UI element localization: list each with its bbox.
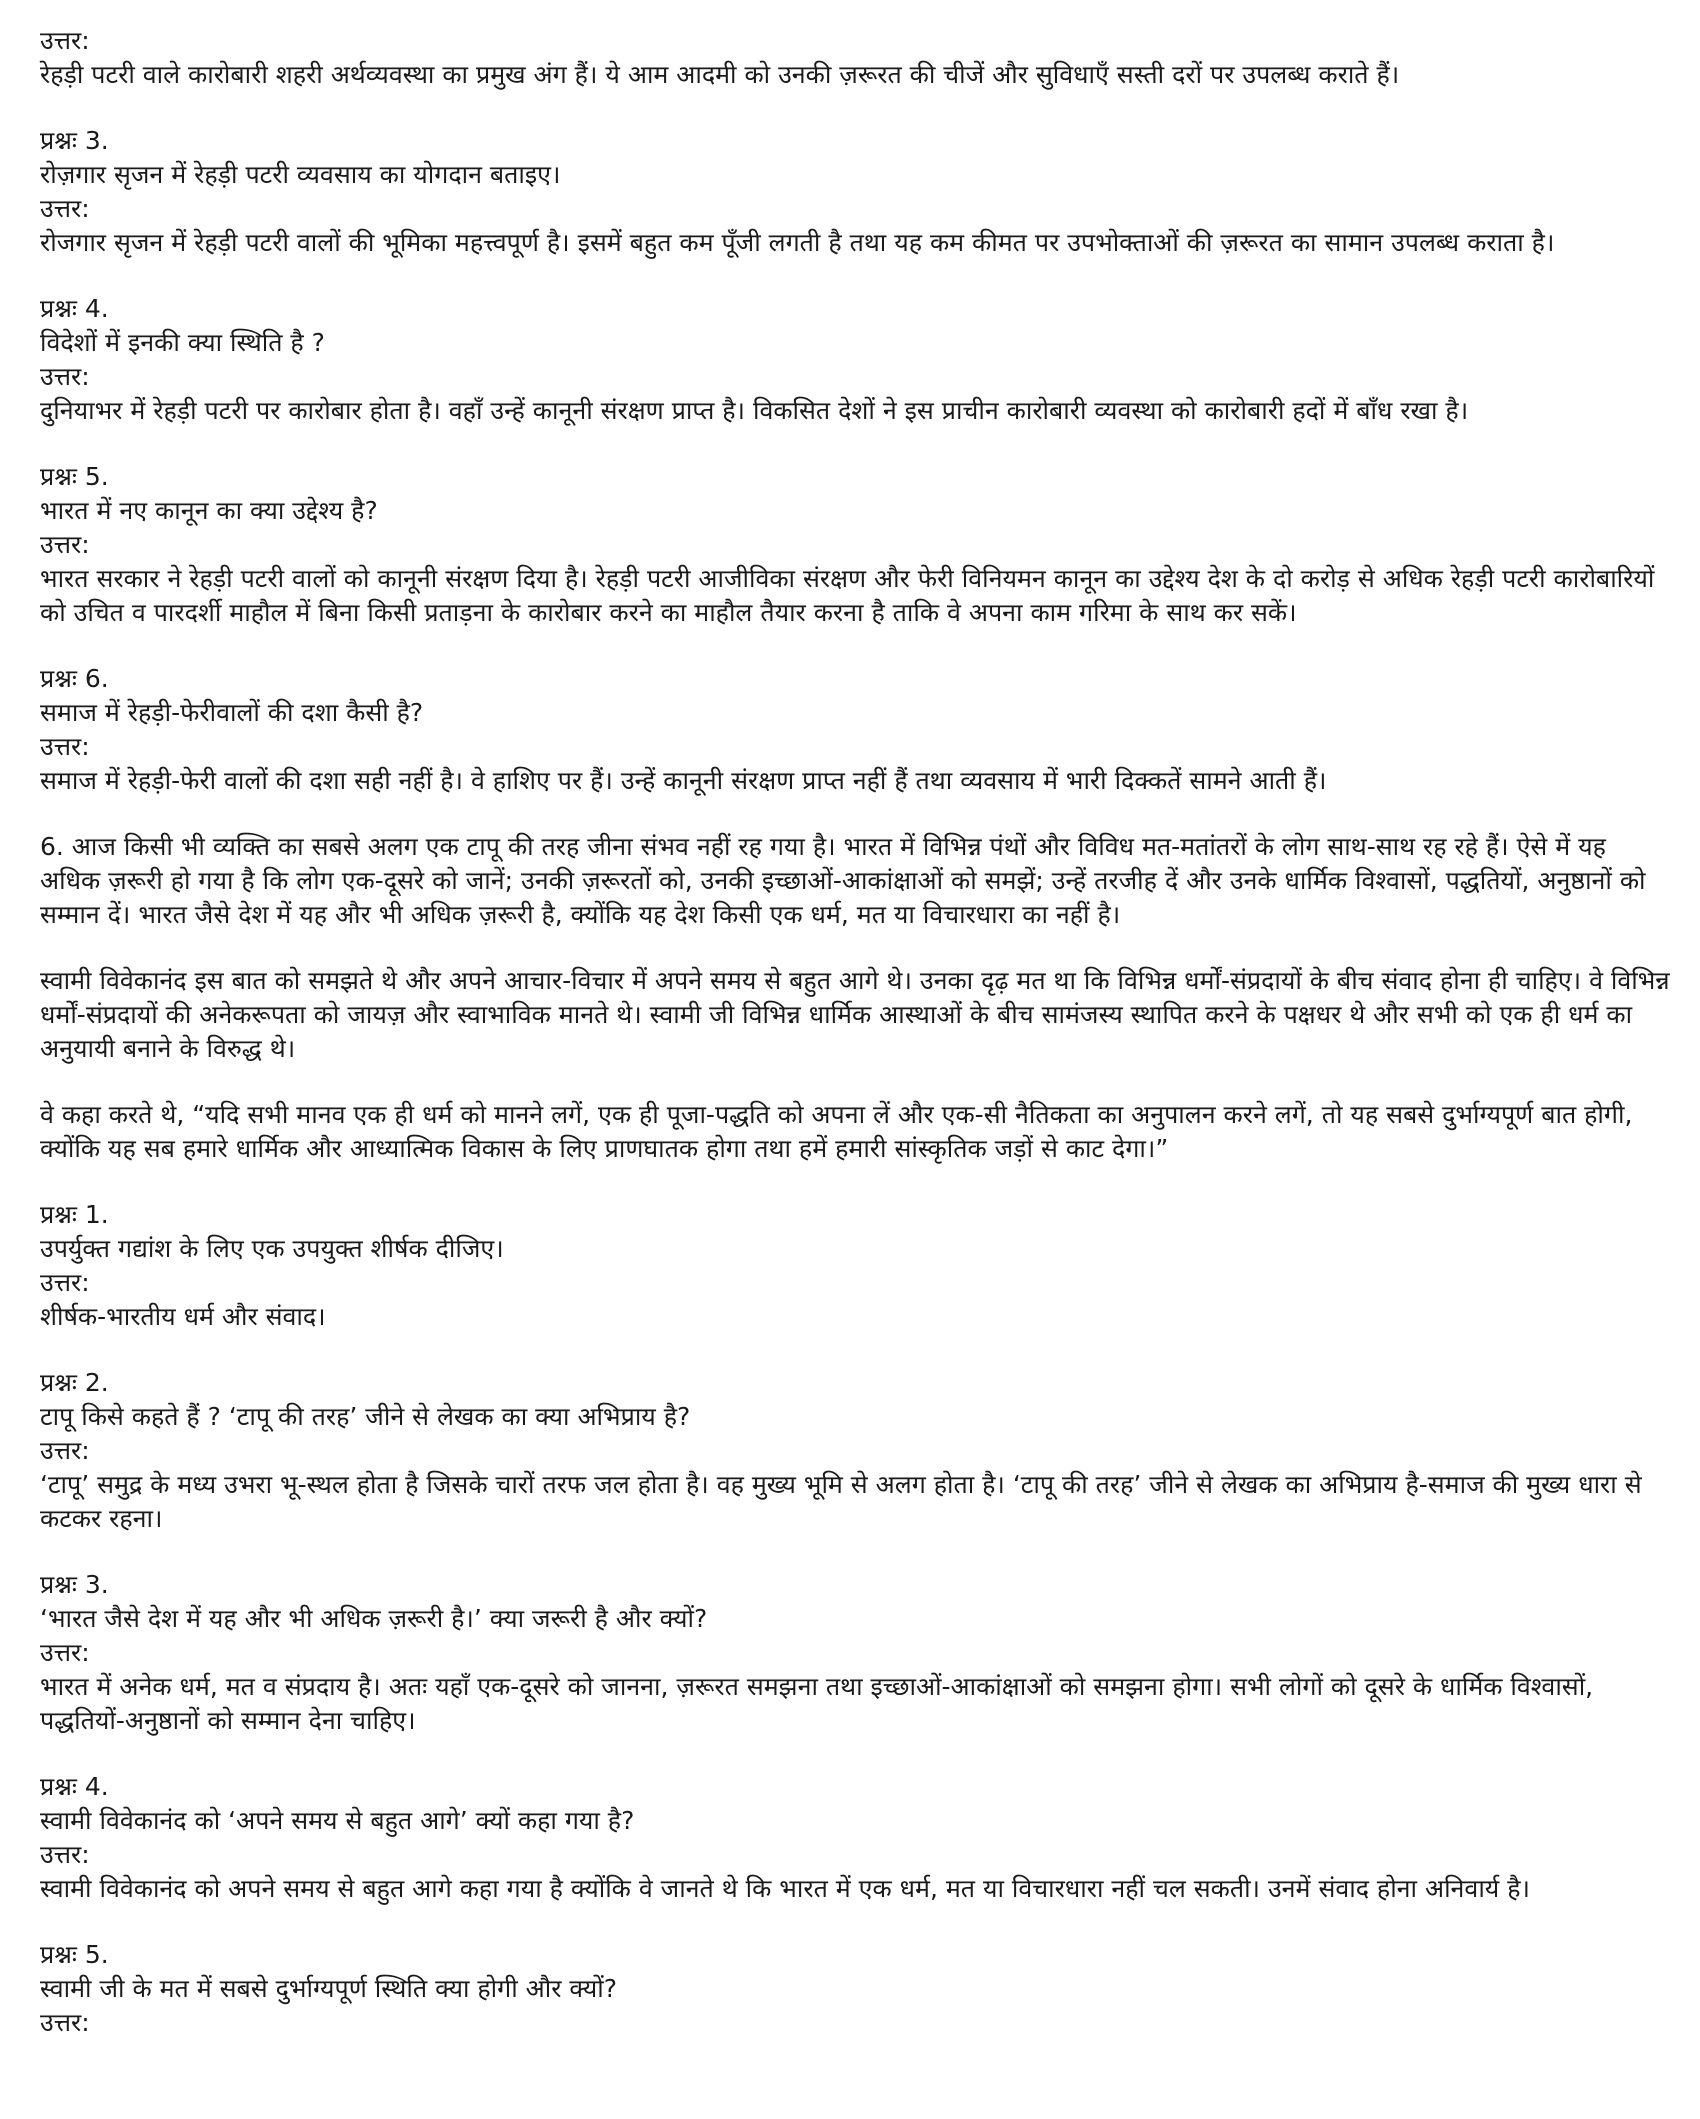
passage-paragraph: 6. आज किसी भी व्यक्ति का सबसे अलग एक टापू की तरह जीना संभव नहीं रह गया है। भारत में विभिन्न पंथों और विविध मत-मतांतरों के लोग साथ-साथ रह रहे हैं। ऐसे में यह अधिक ज़रूरी हो गया है कि लोग एक-दूसरे को जानें; उनकी ज़रूरतों को, उनकी इच्छाओं-आकांक्षाओं को समझें; उन्हें तरजीह दें और उनके धार्मिक विश्वासों, पद्धतियों, अनुष्ठानों को सम्मान दें। भारत जैसे देश में यह और भी अधिक ज़रूरी है, क्योंकि यह देश किसी एक धर्म, मत या विचारधारा का नहीं है।	[40, 832, 1646, 929]
answer-label: उत्तर:	[40, 362, 90, 391]
answer-label: उत्तर:	[40, 1638, 90, 1667]
document-page	[40, 24, 1670, 2072]
answer-label: उत्तर:	[40, 26, 90, 55]
answer-label: उत्तर:	[40, 1840, 90, 1869]
answer-text: भारत सरकार ने रेहड़ी पटरी वालों को कानूनी संरक्षण दिया है। रेहड़ी पटरी आजीविका संरक्षण और फेरी विनियमन कानून का उद्देश्य देश के दो करोड़ से अधिक रेहड़ी पटरी कारोबारियों को उचित व पारदर्शी माहौल में बिना किसी प्रताड़ना के कारोबार करने का माहौल तैयार करना है ताकि वे अपना काम गरिमा के साथ कर सकें।	[40, 564, 1655, 627]
qa-block	[40, 124, 1670, 260]
qa-block	[40, 1198, 1670, 1334]
answer-text: रेहड़ी पटरी वाले कारोबारी शहरी अर्थव्यवस्था का प्रमुख अंग हैं। ये आम आदमी को उनकी ज़रूरत की चीजें और सुविधाएँ सस्ती दरों पर उपलब्ध कराते हैं।	[40, 60, 1400, 89]
answer-text: दुनियाभर में रेहड़ी पटरी पर कारोबार होता है। वहाँ उन्हें कानूनी संरक्षण प्राप्त है। विकसित देशों ने इस प्राचीन कारोबारी व्यवस्था को कारोबारी हदों में बाँध रखा है।	[40, 396, 1469, 425]
qa-block-top	[40, 24, 1670, 92]
qa-block	[40, 1366, 1670, 1536]
answer-label: उत्तर:	[40, 732, 90, 761]
answer-label: उत्तर:	[40, 194, 90, 223]
answer-text: समाज में रेहड़ी-फेरी वालों की दशा सही नहीं है। वे हाशिए पर हैं। उन्हें कानूनी संरक्षण प्राप्त नहीं हैं तथा व्यवसाय में भारी दिक्कतें सामने आती हैं।	[40, 766, 1327, 795]
question-text: ‘भारत जैसे देश में यह और भी अधिक ज़रूरी है।’ क्या जरूरी है और क्यों?	[40, 1604, 708, 1633]
qa-block	[40, 1770, 1670, 1906]
question-text: भारत में नए कानून का क्या उद्देश्य है?	[40, 496, 378, 525]
question-number: प्रश्नः 4.	[40, 1772, 109, 1801]
answer-label: उत्तर:	[40, 1268, 90, 1297]
question-number: प्रश्नः 3.	[40, 126, 109, 155]
answer-text: रोजगार सृजन में रेहड़ी पटरी वालों की भूमिका महत्त्वपूर्ण है। इसमें बहुत कम पूँजी लगती है तथा यह कम कीमत पर उपभोक्ताओं की ज़रूरत का सामान उपलब्ध कराता है।	[40, 228, 1555, 257]
question-text: रोज़गार सृजन में रेहड़ी पटरी व्यवसाय का योगदान बताइए।	[40, 160, 561, 189]
answer-text: शीर्षक-भारतीय धर्म और संवाद।	[40, 1302, 326, 1331]
question-number: प्रश्नः 5.	[40, 1940, 109, 1969]
qa-block	[40, 292, 1670, 428]
qa-block	[40, 1568, 1670, 1738]
question-text: स्वामी विवेकानंद को ‘अपने समय से बहुत आगे’ क्यों कहा गया है?	[40, 1806, 635, 1835]
question-number: प्रश्नः 6.	[40, 664, 109, 693]
question-text: विदेशों में इनकी क्या स्थिति है ?	[40, 328, 325, 357]
answer-label: उत्तर:	[40, 530, 90, 559]
answer-text: ‘टापू’ समुद्र के मध्य उभरा भू-स्थल होता है जिसके चारों तरफ जल होता है। वह मुख्य भूमि से अलग होता है। ‘टापू की तरह’ जीने से लेखक का अभिप्राय है-समाज की मुख्य धारा से कटकर रहना।	[40, 1470, 1642, 1533]
question-text: स्वामी जी के मत में सबसे दुर्भाग्यपूर्ण स्थिति क्या होगी और क्यों?	[40, 1974, 617, 2003]
answer-text: भारत में अनेक धर्म, मत व संप्रदाय है। अतः यहाँ एक-दूसरे को जानना, ज़रूरत समझना तथा इच्छाओं-आकांक्षाओं को समझना होगा। सभी लोगों को दूसरे के धार्मिक विश्वासों, पद्धतियों-अनुष्ठानों को सम्मान देना चाहिए।	[40, 1672, 1594, 1735]
answer-label: उत्तर:	[40, 1436, 90, 1465]
qa-block	[40, 460, 1670, 630]
question-number: प्रश्नः 2.	[40, 1368, 109, 1397]
question-number: प्रश्नः 4.	[40, 294, 109, 323]
question-number: प्रश्नः 5.	[40, 462, 109, 491]
qa-block	[40, 662, 1670, 798]
question-number: प्रश्नः 1.	[40, 1200, 109, 1229]
answer-text: स्वामी विवेकानंद को अपने समय से बहुत आगे कहा गया है क्योंकि वे जानते थे कि भारत में एक धर्म, मत या विचारधारा नहीं चल सकती। उनमें संवाद होना अनिवार्य है।	[40, 1874, 1531, 1903]
question-text: समाज में रेहड़ी-फेरीवालों की दशा कैसी है?	[40, 698, 424, 727]
question-text: टापू किसे कहते हैं ? ‘टापू की तरह’ जीने से लेखक का क्या अभिप्राय है?	[40, 1402, 691, 1431]
passage-paragraph: वे कहा करते थे, “यदि सभी मानव एक ही धर्म को मानने लगें, एक ही पूजा-पद्धति को अपना लें और एक-सी नैतिकता का अनुपालन करने लगें, तो यह सबसे दुर्भाग्यपूर्ण बात होगी, क्योंकि यह सब हमारे धार्मिक और आध्यात्मिक विकास के लिए प्राणघातक होगा तथा हमें हमारी सांस्कृतिक जड़ों से काट देगा।”	[40, 1100, 1633, 1163]
answer-label: उत्तर:	[40, 2008, 90, 2037]
qa-block	[40, 1938, 1670, 2040]
passage-paragraph: स्वामी विवेकानंद इस बात को समझते थे और अपने आचार-विचार में अपने समय से बहुत आगे थे। उनका दृढ़ मत था कि विभिन्न धर्मों-संप्रदायों के बीच संवाद होना ही चाहिए। वे विभिन्न धर्मों-संप्रदायों की अनेकरूपता को जायज़ और स्वाभाविक मानते थे। स्वामी जी विभिन्न धार्मिक आस्थाओं के बीच सामंजस्य स्थापित करने के पक्षधर थे और सभी को एक ही धर्म का अनुयायी बनाने के विरुद्ध थे।	[40, 966, 1670, 1063]
question-number: प्रश्नः 3.	[40, 1570, 109, 1599]
question-text: उपर्युक्त गद्यांश के लिए एक उपयुक्त शीर्षक दीजिए।	[40, 1234, 504, 1263]
